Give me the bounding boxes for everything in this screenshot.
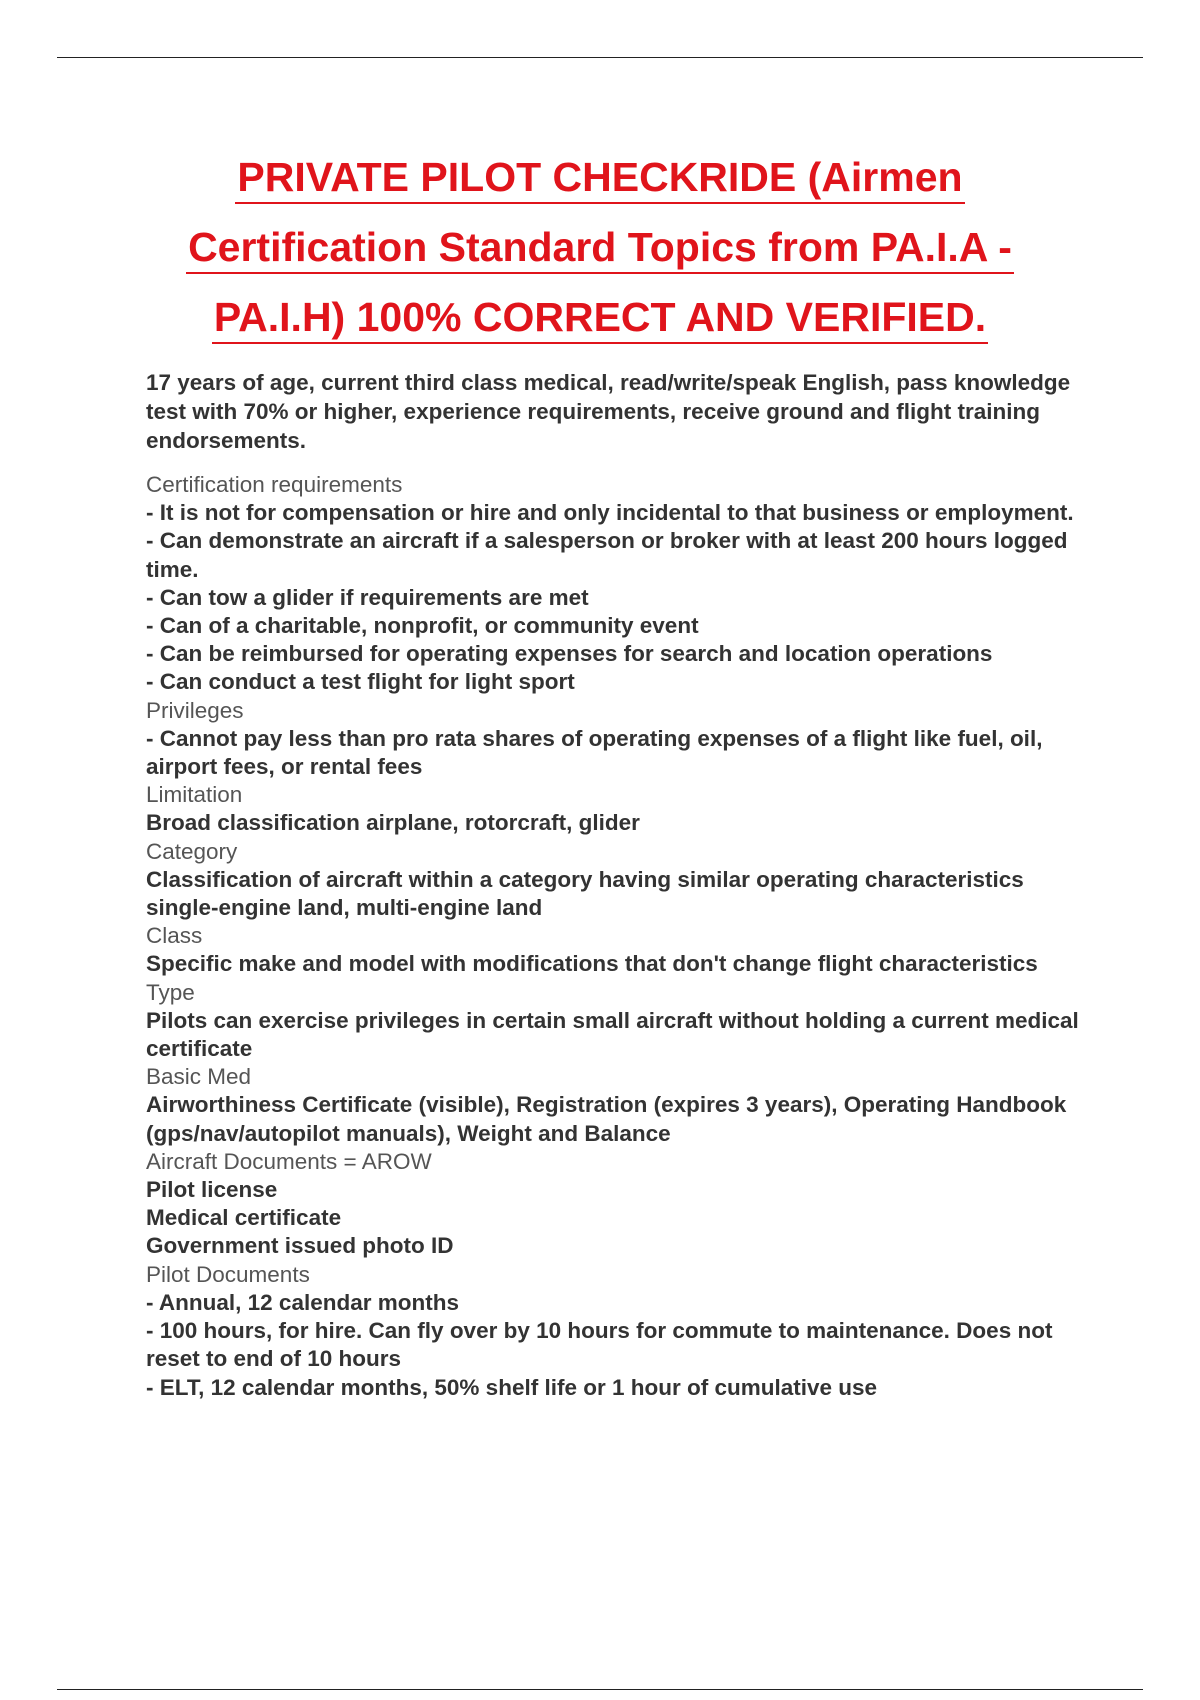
document-body xyxy=(146,368,1096,1402)
term-privileges: Privileges xyxy=(146,697,244,723)
category-answer: Broad classification airplane, rotorcraft, glider xyxy=(146,810,640,836)
term-category: Category xyxy=(146,838,238,864)
document-title xyxy=(140,142,1060,352)
pilot-document-item: Government issued photo ID xyxy=(146,1233,454,1259)
privilege-item: - Can of a charitable, nonprofit, or community event xyxy=(146,613,699,639)
term-certification-requirements: Certification requirements xyxy=(146,472,403,497)
title-line-1: PRIVATE PILOT CHECKRIDE (Airmen xyxy=(235,152,964,204)
title-line-3: PA.I.H) 100% CORRECT AND VERIFIED. xyxy=(212,292,988,344)
pilot-document-item: Pilot license xyxy=(146,1177,278,1203)
inspection-item: - 100 hours, for hire. Can fly over by 10 hours for commute to maintenance. Does not reset to end of 10 hours xyxy=(146,1318,1053,1372)
limitation-answer: - Cannot pay less than pro rata shares of operating expenses of a flight like fuel, oil, airport fees, or rental fees xyxy=(146,725,1043,780)
top-rule xyxy=(57,57,1143,58)
term-basic-med: Basic Med xyxy=(146,1064,252,1090)
term-class: Class xyxy=(146,923,203,949)
bottom-rule xyxy=(57,1689,1143,1690)
basicmed-answer: Pilots can exercise privileges in certain small aircraft without holding a current medical certificate xyxy=(146,1007,1079,1062)
inspection-item: - ELT, 12 calendar months, 50% shelf life or 1 hour of cumulative use xyxy=(146,1374,878,1400)
inspection-item: - Annual, 12 calendar months xyxy=(146,1289,459,1315)
privilege-item: - Can tow a glider if requirements are met xyxy=(146,584,589,610)
privilege-item: - It is not for compensation or hire and only incidental to that business or employment. xyxy=(146,500,1074,526)
intro-answer: 17 years of age, current third class medical, read/write/speak English, pass knowledge test with 70% or higher, experience requirements, receive ground and flight training endorsements. xyxy=(146,370,1071,453)
type-answer: Specific make and model with modifications that don't change flight characteristics xyxy=(146,951,1038,977)
arow-answer: Airworthiness Certificate (visible), Registration (expires 3 years), Operating Handbook (gps/nav/autopilot manuals), Weight and Balance xyxy=(146,1092,1067,1146)
term-aircraft-documents: Aircraft Documents = AROW xyxy=(146,1148,432,1174)
term-pilot-documents: Pilot Documents xyxy=(146,1261,310,1287)
term-limitation: Limitation xyxy=(146,782,243,808)
privilege-item: - Can conduct a test flight for light sport xyxy=(146,669,575,695)
title-line-2: Certification Standard Topics from PA.I.A - xyxy=(186,222,1014,274)
privilege-item: - Can demonstrate an aircraft if a salesperson or broker with at least 200 hours logged time. xyxy=(146,528,1068,582)
term-type: Type xyxy=(146,979,195,1005)
pilot-document-item: Medical certificate xyxy=(146,1205,342,1231)
class-answer: Classification of aircraft within a category having similar operating characteristics single-engine land, multi-engine land xyxy=(146,866,1024,921)
privilege-item: - Can be reimbursed for operating expenses for search and location operations xyxy=(146,641,993,667)
qa-list xyxy=(146,471,1096,1402)
